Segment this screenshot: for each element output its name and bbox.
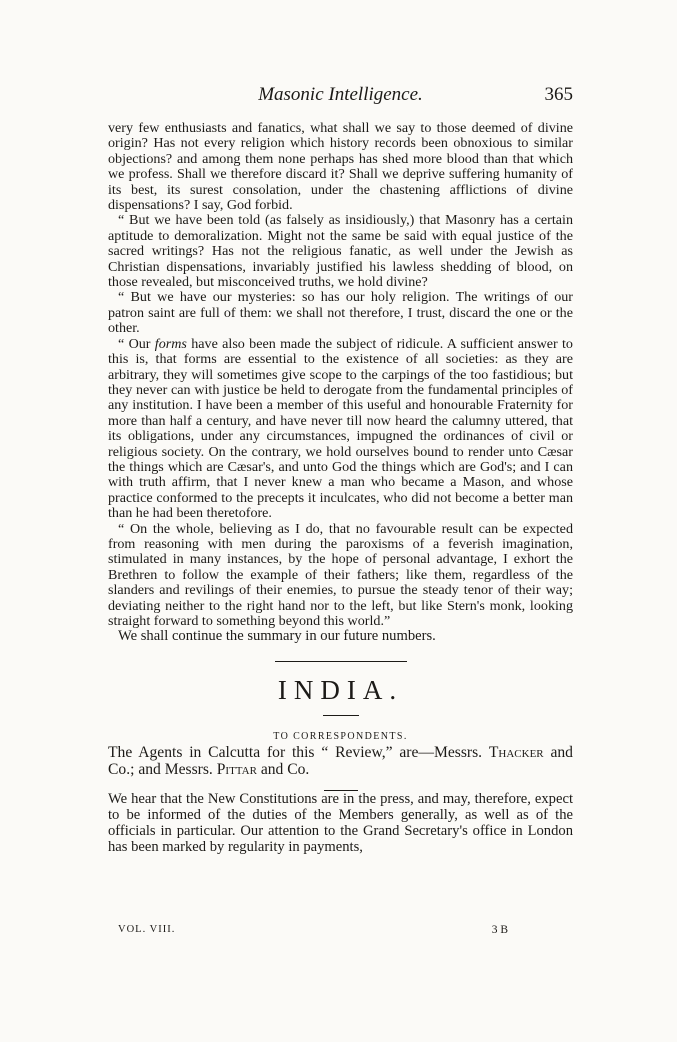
constitutions-paragraph: We hear that the New Constitutions are in the press, and may, therefore, expect to be informed of the duties of the Members generally, as well as of the officials in particular. Our attention to the Grand Secretary's office in London has been marked by regularity in payments, xyxy=(108,790,573,856)
subhead-correspondents: TO CORRESPONDENTS. xyxy=(273,730,408,742)
page-header xyxy=(108,84,573,108)
page-number: 365 xyxy=(544,84,573,105)
section-divider xyxy=(275,661,407,662)
text-column xyxy=(108,121,573,856)
volume-label: VOL. VIII. xyxy=(118,924,176,935)
page-footer xyxy=(118,924,508,938)
agents-end: and Co. xyxy=(256,760,310,778)
forms-italic: forms xyxy=(154,335,187,352)
section-title: INDIA. xyxy=(277,674,404,705)
agent-name-pittar: Pittar xyxy=(216,760,257,778)
paragraph-whole: “ On the whole, believing as I do, that no favourable result can be expected from reasoning with men during the paroxisms of a feverish imagination, stimulated in many instances, by the hope of personal advantage, I exhort the Brethren to follow the example of their fathers; like them, regardless of the slanders and revilings of their enemies, to pursue the steady tenor of their way; deviating neither to the right hand nor to the left, but like Stern's monk, looking straight forward to something beyond this world.” xyxy=(108,520,573,629)
title-rule xyxy=(323,715,359,716)
paragraph-continued: very few enthusiasts and fanatics, what shall we say to those deemed of divine origin? Has not every religion which history records been obnoxious to similar objections? and among them none perhaps has shed more blood than that which we profess. Shall we therefore discard it? Shall we deprive suffering humanity of its best, its surest consolation, under the chastening afflictions of divine dispensations? I say, God forbid. xyxy=(108,120,573,214)
running-title: Masonic Intelligence. xyxy=(258,84,423,105)
agents-middle: and Co.; and Messrs. xyxy=(108,743,573,778)
signature-mark: 3 B xyxy=(491,924,508,936)
paragraph-mysteries: “ But we have our mysteries: so has our holy religion. The writings of our patron saint are full of them: we shall not therefore, I trust, discard the one or the other. xyxy=(108,289,573,337)
paragraph-forms xyxy=(108,337,573,522)
agent-name-thacker: Thacker xyxy=(488,743,544,761)
forms-lead: “ Our xyxy=(118,335,155,352)
paragraph-demoralization: “ But we have been told (as falsely as insidiously,) that Masonry has a certain aptitude to demoralization. Might not the same be said with equal justice of the sacred writings? Has not the religious fanatic, as well under the Jewish as Christian dispensations, invariably justified his lawless shedding of blood, on those revealed, but misconceived truths, we hold divine? xyxy=(108,212,573,291)
forms-rest: have also been made the subject of ridicule. A sufficient answer to this is, that forms are essential to the existence of all societies: as they are arbitrary, they will sometimes give scope to the carpings of the too fastidious; but they never can with justice be held to derogate from the fundamental principles of any institution. I have been a member of this useful and honourable Fraternity for more than half a century, and have never till now heard the calumny uttered, that its obligations, under any circumstances, impugned the ordinances of civil or religious society. On the contrary, we hold ourselves bound to render unto Cæsar the things which are Cæsar's, and unto God the things which are God's; and I can with truth affirm, that I never knew a man who became a Mason, and whose practice conformed to the precepts it inculcates, who did not become a better man than he had been theretofore. xyxy=(108,335,573,522)
agents-lead: The Agents in Calcutta for this “ Review,” are—Messrs. xyxy=(108,743,489,761)
paragraph-continue-note: We shall continue the summary in our future numbers. xyxy=(118,628,436,645)
agents-paragraph xyxy=(108,744,573,778)
